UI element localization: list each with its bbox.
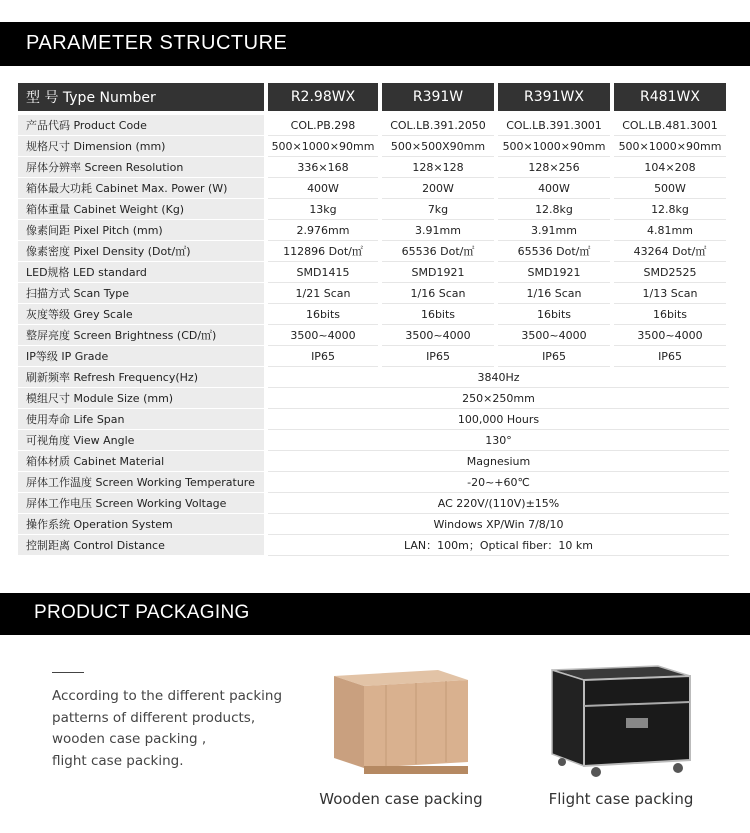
parameter-banner	[0, 22, 750, 66]
cell: IP65	[268, 346, 378, 367]
cell: SMD1415	[268, 262, 378, 283]
row-label: 产品代码 Product Code	[18, 115, 264, 136]
cell: 3.91mm	[382, 220, 494, 241]
packaging-line: patterns of different products,	[52, 709, 256, 726]
cell: COL.LB.391.3001	[498, 115, 610, 136]
row-label: 箱体重量 Cabinet Weight (Kg)	[18, 199, 264, 220]
row-label: 规格尺寸 Dimension (mm)	[18, 136, 264, 157]
cell: 104×208	[614, 157, 726, 178]
table-row	[18, 535, 733, 556]
packaging-line: flight case packing.	[52, 752, 184, 769]
cell: 200W	[382, 178, 494, 199]
table-row	[18, 220, 733, 241]
cell: 128×128	[382, 157, 494, 178]
cell: 1/16 Scan	[498, 283, 610, 304]
cell: 1/21 Scan	[268, 283, 378, 304]
cell: COL.LB.481.3001	[614, 115, 726, 136]
cell: SMD1921	[382, 262, 494, 283]
cell: IP65	[498, 346, 610, 367]
cell: 400W	[268, 178, 378, 199]
cell: 3500~4000	[498, 325, 610, 346]
table-row	[18, 325, 733, 346]
cell-spanning: LAN：100m；Optical fiber：10 km	[268, 535, 729, 556]
table-row	[18, 199, 733, 220]
cell: 3500~4000	[268, 325, 378, 346]
table-row	[18, 472, 733, 493]
cell: IP65	[614, 346, 726, 367]
cell: 500×1000×90mm	[614, 136, 726, 157]
cell-spanning: 100,000 Hours	[268, 409, 729, 430]
packaging-title: PRODUCT PACKAGING	[34, 602, 250, 623]
row-label: 使用寿命 Life Span	[18, 409, 264, 430]
cell: 12.8kg	[498, 199, 610, 220]
cell: 16bits	[382, 304, 494, 325]
packaging-banner	[0, 593, 750, 635]
parameter-title: PARAMETER STRUCTURE	[26, 32, 288, 54]
cell: 3500~4000	[382, 325, 494, 346]
table-row	[18, 388, 733, 409]
cell: 1/13 Scan	[614, 283, 726, 304]
table-row	[18, 157, 733, 178]
row-label: 屏体工作电压 Screen Working Voltage	[18, 493, 264, 514]
table-row	[18, 367, 733, 388]
table-row	[18, 283, 733, 304]
cell: 3.91mm	[498, 220, 610, 241]
cell: 2.976mm	[268, 220, 378, 241]
table-row	[18, 115, 733, 136]
cell: 128×256	[498, 157, 610, 178]
flight-case-image	[546, 658, 696, 780]
table-row	[18, 262, 733, 283]
row-label: IP等级 IP Grade	[18, 346, 264, 367]
divider	[52, 672, 84, 673]
cell: 1/16 Scan	[382, 283, 494, 304]
cell: 500W	[614, 178, 726, 199]
row-label: 箱体最大功耗 Cabinet Max. Power (W)	[18, 178, 264, 199]
cell: COL.LB.391.2050	[382, 115, 494, 136]
table-row	[18, 346, 733, 367]
header-model: R2.98WX	[268, 83, 378, 111]
cell-spanning: 250×250mm	[268, 388, 729, 409]
wooden-case-image	[326, 658, 476, 778]
cell-spanning: Windows XP/Win 7/8/10	[268, 514, 729, 535]
row-label: 箱体材质 Cabinet Material	[18, 451, 264, 472]
cell: 7kg	[382, 199, 494, 220]
cell: 13kg	[268, 199, 378, 220]
table-header	[18, 83, 733, 111]
row-label: 灰度等级 Grey Scale	[18, 304, 264, 325]
row-label: 刷新频率 Refresh Frequency(Hz)	[18, 367, 264, 388]
header-type-number: 型 号 Type Number	[18, 83, 264, 111]
parameter-table	[18, 83, 733, 556]
cell: 16bits	[498, 304, 610, 325]
table-row	[18, 304, 733, 325]
header-model: R391WX	[498, 83, 610, 111]
table-row	[18, 493, 733, 514]
cell: 500×1000×90mm	[498, 136, 610, 157]
row-label: 像素密度 Pixel Density (Dot/㎡)	[18, 241, 264, 262]
cell: 112896 Dot/㎡	[268, 241, 378, 262]
cell: SMD2525	[614, 262, 726, 283]
packaging-description	[52, 686, 292, 772]
table-row	[18, 430, 733, 451]
cell: SMD1921	[498, 262, 610, 283]
row-label: LED规格 LED standard	[18, 262, 264, 283]
cell: 16bits	[268, 304, 378, 325]
packaging-line: wooden case packing ,	[52, 731, 207, 747]
header-model: R391W	[382, 83, 494, 111]
row-label: 控制距离 Control Distance	[18, 535, 264, 556]
packaging-line: According to the different packing	[52, 688, 283, 704]
table-row	[18, 409, 733, 430]
cell: 500×500X90mm	[382, 136, 494, 157]
row-label: 模组尺寸 Module Size (mm)	[18, 388, 264, 409]
row-label: 操作系统 Operation System	[18, 514, 264, 535]
cell: 12.8kg	[614, 199, 726, 220]
row-label: 扫描方式 Scan Type	[18, 283, 264, 304]
table-row	[18, 451, 733, 472]
row-label: 屏体分辨率 Screen Resolution	[18, 157, 264, 178]
cell-spanning: -20~+60℃	[268, 472, 729, 493]
table-row	[18, 136, 733, 157]
row-label: 像素间距 Pixel Pitch (mm)	[18, 220, 264, 241]
cell: 3500~4000	[614, 325, 726, 346]
cell: 65536 Dot/㎡	[382, 241, 494, 262]
cell: COL.PB.298	[268, 115, 378, 136]
cell: IP65	[382, 346, 494, 367]
table-row	[18, 514, 733, 535]
row-label: 屏体工作温度 Screen Working Temperature	[18, 472, 264, 493]
cell: 65536 Dot/㎡	[498, 241, 610, 262]
cell-spanning: 130°	[268, 430, 729, 451]
flight-caption: Flight case packing	[548, 790, 694, 808]
row-label: 整屏亮度 Screen Brightness (CD/㎡)	[18, 325, 264, 346]
header-model: R481WX	[614, 83, 726, 111]
cell: 43264 Dot/㎡	[614, 241, 726, 262]
row-label: 可视角度 View Angle	[18, 430, 264, 451]
cell-spanning: Magnesium	[268, 451, 729, 472]
cell: 500×1000×90mm	[268, 136, 378, 157]
table-row	[18, 178, 733, 199]
cell-spanning: 3840Hz	[268, 367, 729, 388]
cell: 4.81mm	[614, 220, 726, 241]
cell-spanning: AC 220V/(110V)±15%	[268, 493, 729, 514]
cell: 16bits	[614, 304, 726, 325]
cell: 336×168	[268, 157, 378, 178]
table-row	[18, 241, 733, 262]
wooden-caption: Wooden case packing	[319, 790, 483, 808]
cell: 400W	[498, 178, 610, 199]
